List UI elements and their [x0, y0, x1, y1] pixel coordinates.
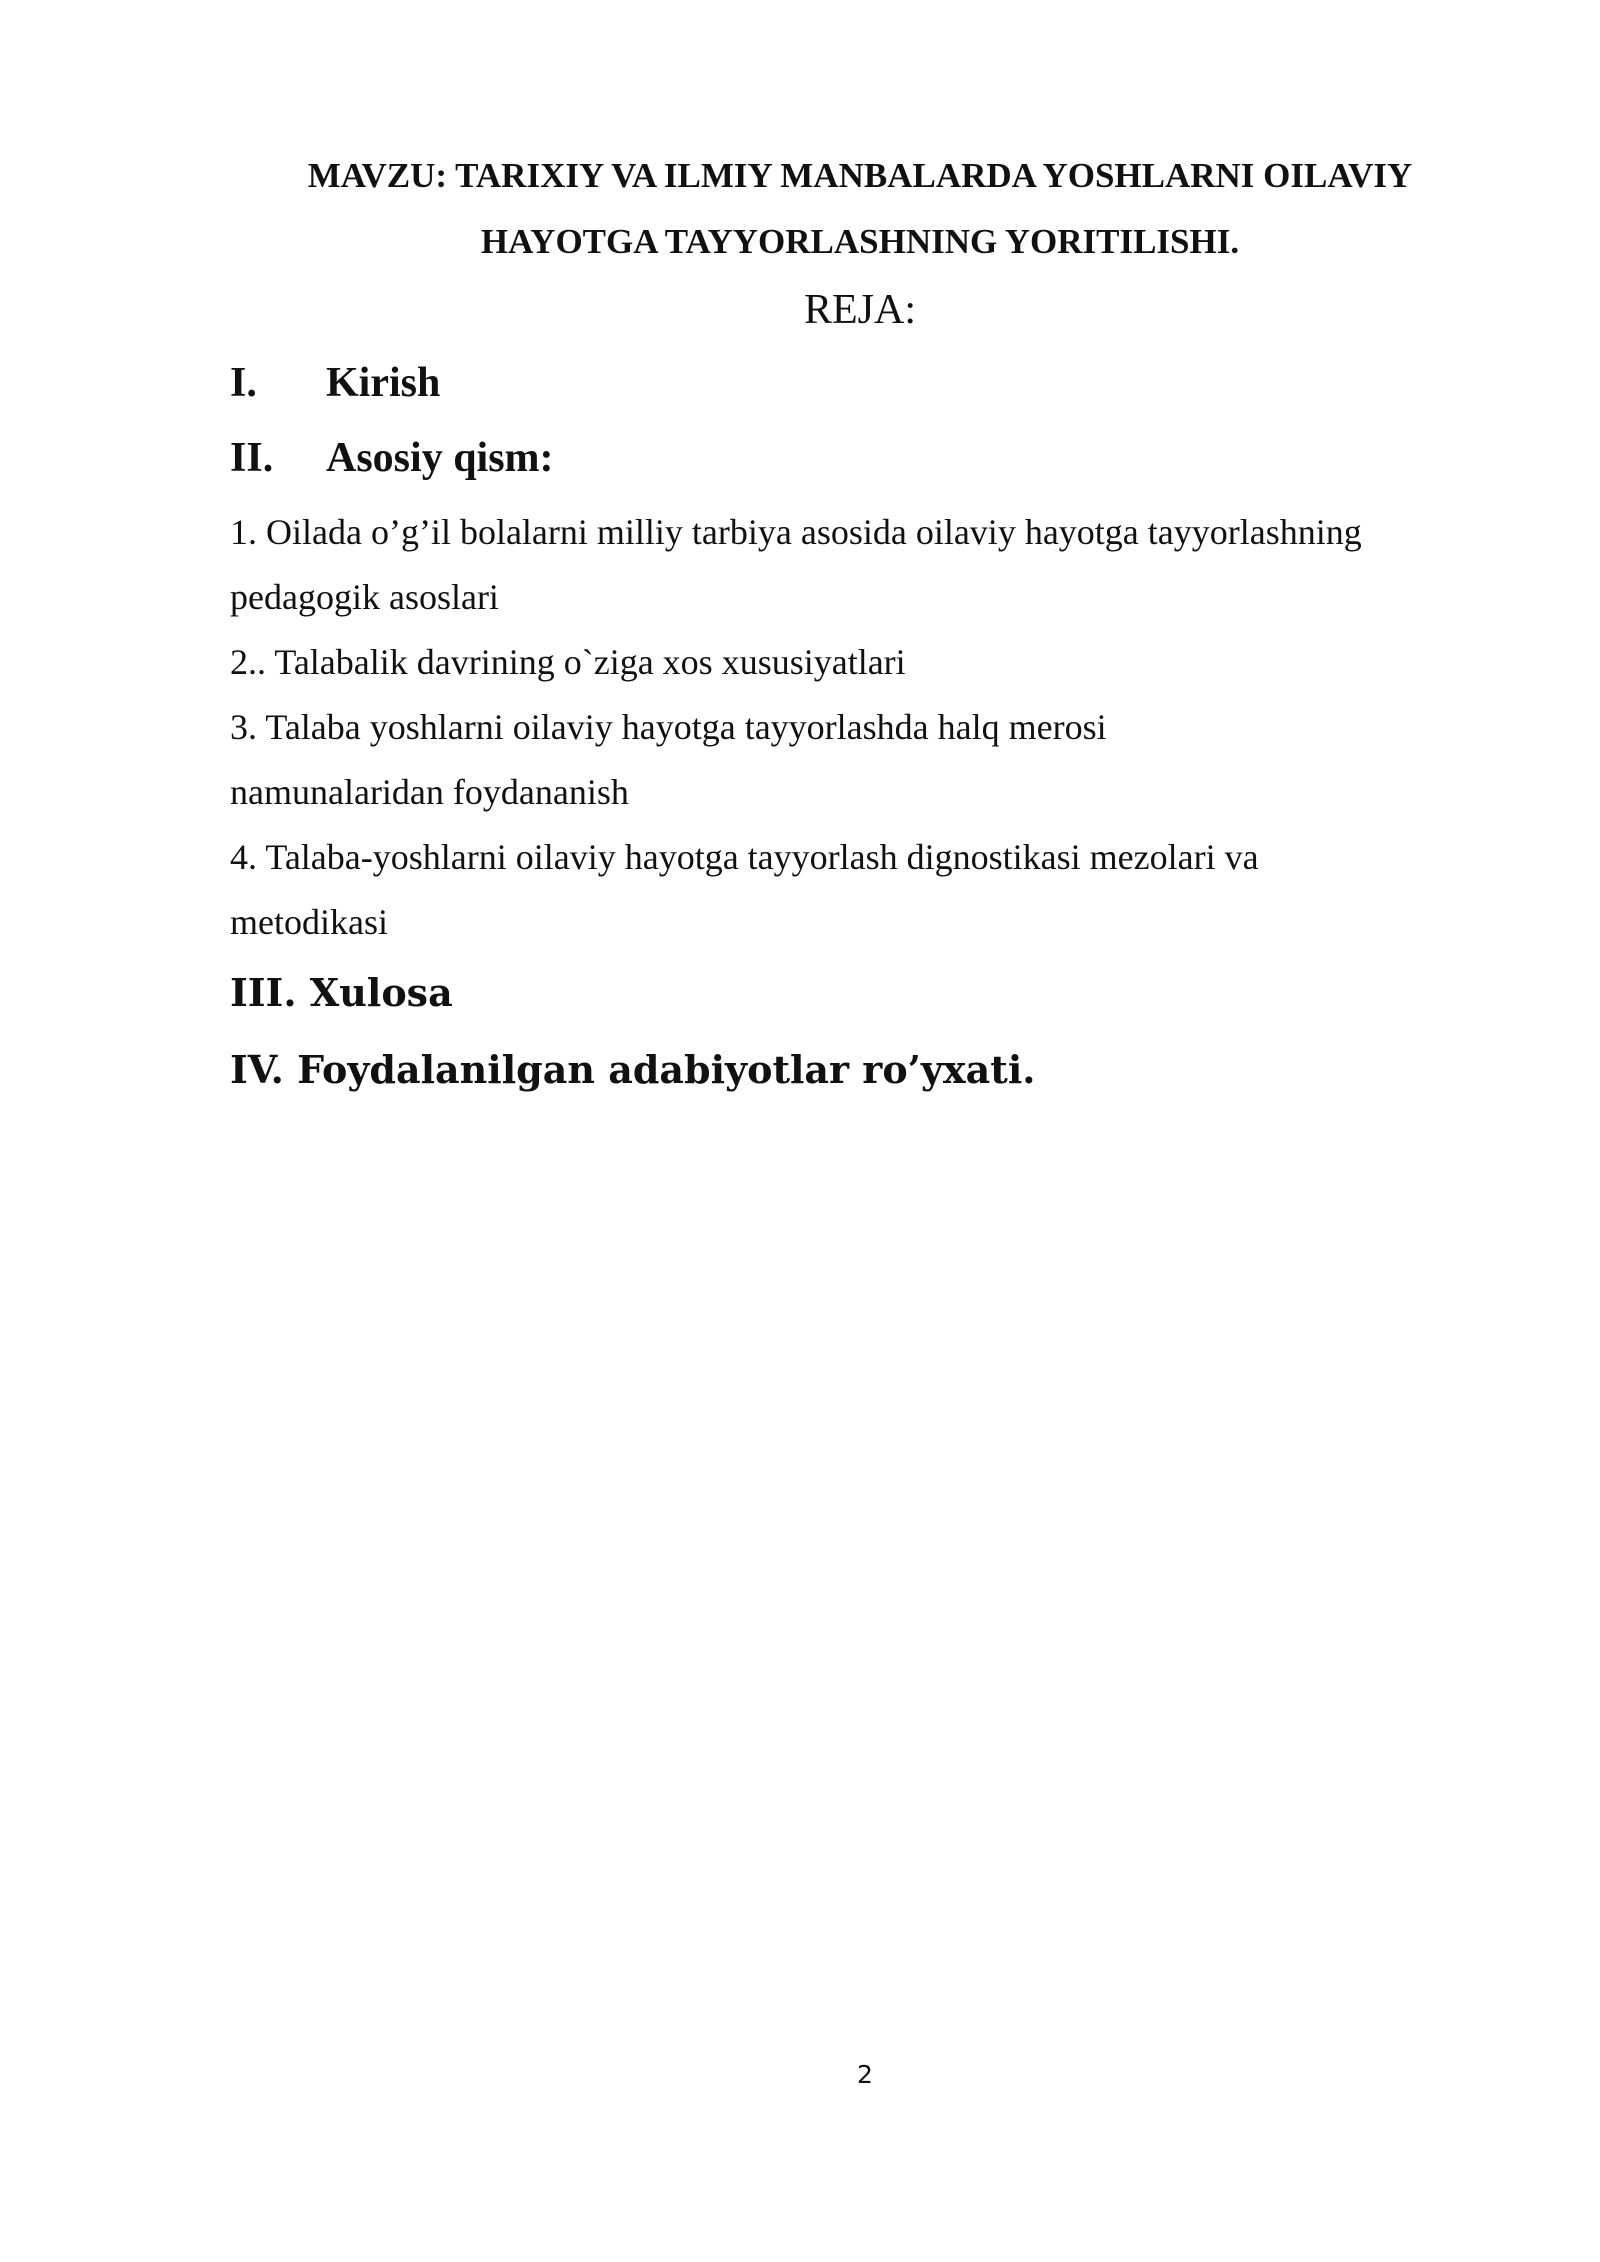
title-line-1: MAVZU: TARIXIY VA ILMIY MANBALARDA YOSHLARNI OILAVIY	[307, 156, 1413, 195]
section-main-number: II.	[230, 435, 274, 481]
plan-item-line: 2.. Talabalik davrining o`ziga xos xususiyatlari	[230, 642, 906, 682]
plan-item-line: 1. Oilada o’g’il bolalarni milliy tarbiya asosida oilaviy hayotga tayyorlashning	[230, 512, 1362, 552]
plan-items	[230, 500, 1430, 955]
plan-item-line: 4. Talaba-yoshlarni oilaviy hayotga tayyorlash dignostikasi mezolari va	[230, 837, 1259, 877]
section-references: IV. Foydalanilgan adabiyotlar ro’yxati.	[230, 1047, 1036, 1092]
page-number: 2	[857, 2060, 873, 2089]
plan-item-line: metodikasi	[230, 902, 388, 942]
plan-item	[230, 695, 1430, 825]
plan-item-line: namunalaridan foydananish	[230, 772, 629, 812]
section-intro-label: Kirish	[326, 360, 441, 406]
section-intro	[230, 355, 440, 411]
plan-item	[230, 630, 1430, 695]
plan-item	[230, 500, 1430, 630]
plan-item-line: pedagogik asoslari	[230, 577, 499, 617]
section-conclusion: III. Xulosa	[230, 970, 453, 1015]
section-main-label: Asosiy qism:	[326, 435, 554, 481]
section-intro-number: I.	[230, 360, 257, 406]
document-title	[230, 143, 1490, 275]
plan-item-line: 3. Talaba yoshlarni oilaviy hayotga tayyorlashda halq merosi	[230, 707, 1107, 747]
plan-item	[230, 825, 1430, 955]
plan-heading: REJA:	[803, 287, 916, 333]
title-line-2: HAYOTGA TAYYORLASHNING YORITILISHI.	[480, 222, 1240, 261]
section-main	[230, 430, 554, 486]
